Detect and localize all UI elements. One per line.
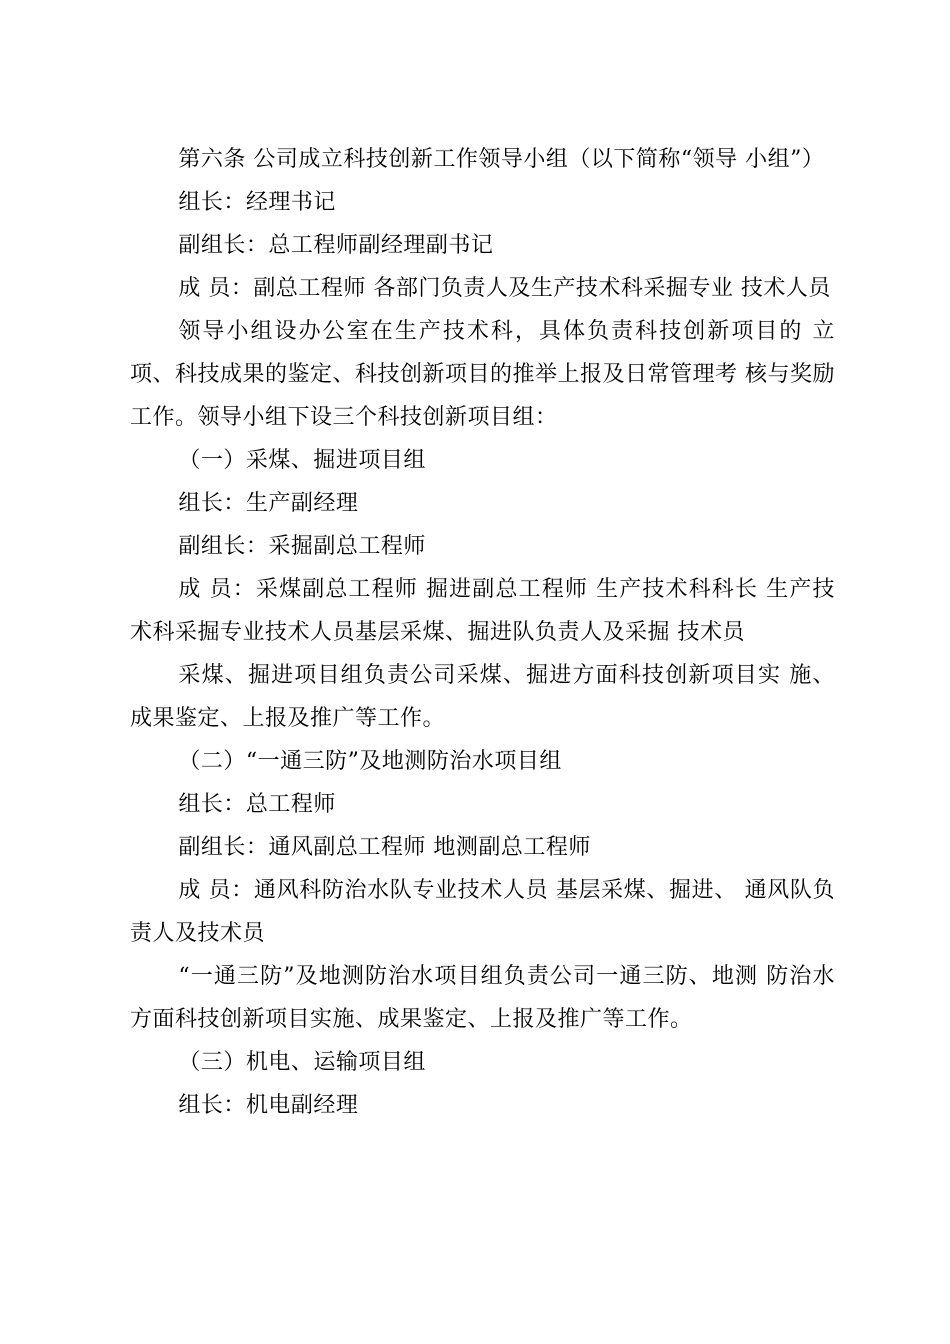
group-one-leader: 组长：生产副经理 bbox=[178, 491, 359, 516]
leader-line: 组长：经理书记 bbox=[178, 190, 336, 215]
group-one-deputy: 副组长：采掘副总工程师 bbox=[178, 534, 426, 559]
group-two-leader: 组长：总工程师 bbox=[178, 792, 336, 817]
group-two-heading: （二）“一通三防”及地测防治水项目组 bbox=[178, 749, 562, 774]
group-one-duties: 采煤、掘进项目组负责公司采煤、掘进方面科技创新项目实 施、成果鉴定、上报及推广等工作。 bbox=[130, 663, 835, 731]
group-three-leader: 组长：机电副经理 bbox=[178, 1093, 359, 1118]
group-two-members: 成 员：通风科防治水队专业技术人员 基层采煤、掘进、 通风队负责人及技术员 bbox=[130, 878, 835, 946]
group-one-members: 成 员：采煤副总工程师 掘进副总工程师 生产技术科科长 生产技术科采掘专业技术人员基层采煤、掘进队负责人及采掘 技术员 bbox=[130, 577, 835, 645]
office-description: 领导小组设办公室在生产技术科，具体负责科技创新项目的 立项、科技成果的鉴定、科技创新项目的推举上报及日常管理考 核与奖励工作。领导小组下设三个科技创新项目组： bbox=[130, 319, 835, 430]
document-body bbox=[130, 138, 835, 1127]
article-six-heading: 第六条 公司成立科技创新工作领导小组（以下简称“领导 小组”） bbox=[178, 147, 825, 172]
group-one-heading: （一）采煤、掘进项目组 bbox=[178, 448, 426, 473]
group-three-heading: （三）机电、运输项目组 bbox=[178, 1050, 426, 1075]
group-two-deputy: 副组长：通风副总工程师 地测副总工程师 bbox=[178, 835, 591, 860]
deputy-leader-line: 副组长：总工程师副经理副书记 bbox=[178, 233, 494, 258]
members-line: 成 员：副总工程师 各部门负责人及生产技术科采掘专业 技术人员 bbox=[178, 276, 831, 301]
group-two-duties: “一通三防”及地测防治水项目组负责公司一通三防、地测 防治水方面科技创新项目实施、成果鉴定、上报及推广等工作。 bbox=[130, 964, 835, 1032]
